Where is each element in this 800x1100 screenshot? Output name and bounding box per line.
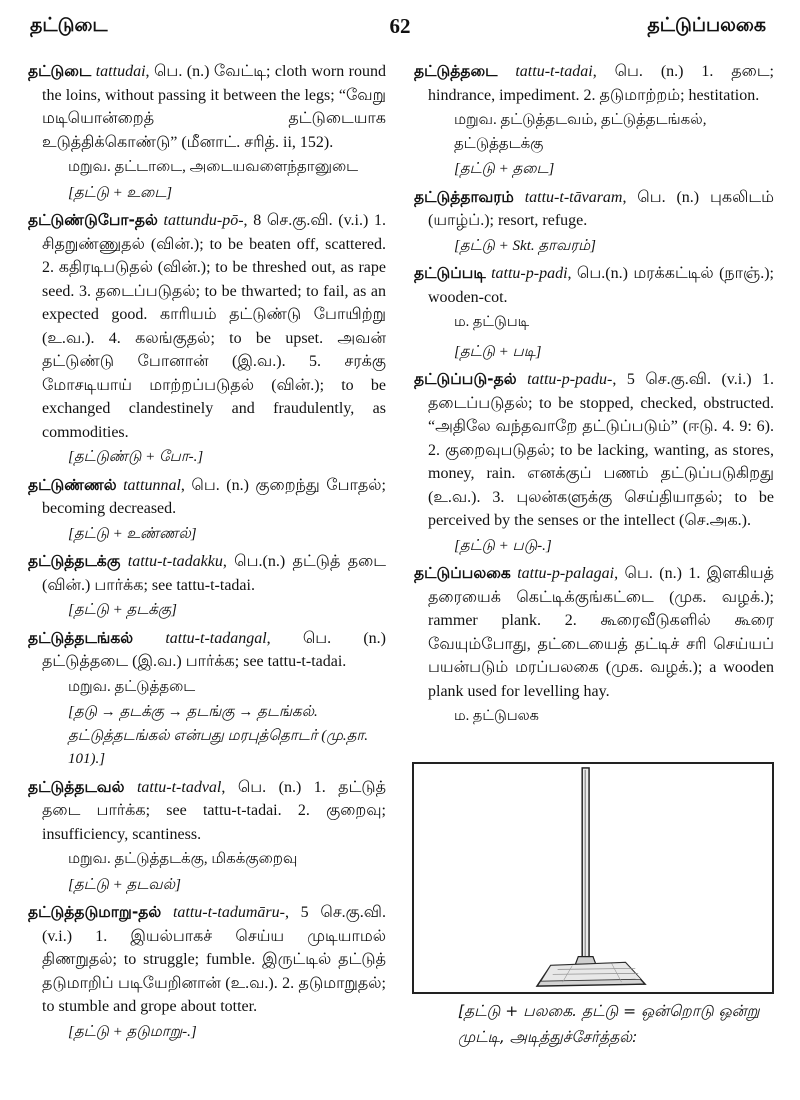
headword: தட்டுத்தடக்கு: [28, 552, 121, 570]
rammer-plank-illustration: [412, 762, 774, 994]
headword: தட்டுப்பலகை: [414, 564, 511, 582]
transliteration: tattu-t-tāvaram: [524, 188, 623, 206]
etymology: [தட்டுண்டு + போ-.]: [68, 449, 204, 465]
plank-handle: [582, 768, 589, 963]
definition-text: , பெ. (n.) புகலிடம் (யாழ்ப்.); resort, refuge.: [428, 188, 775, 229]
page-number: 62: [389, 14, 411, 38]
etymology: [தட்டு + உடை]: [68, 184, 173, 201]
dictionary-entry: [28, 60, 386, 205]
dictionary-entry: [28, 776, 386, 898]
transliteration: tattu-t-tadakku: [127, 553, 223, 570]
headword: தட்டுப்படி: [414, 264, 486, 282]
etymology: [தட்டு + தடுமாறு-.]: [68, 1023, 197, 1040]
etymology: [தட்டு + தடை]: [454, 161, 555, 177]
dictionary-entry: [28, 627, 386, 772]
definition-text: , பெ.(n.) தட்டுத் தடை (வின்.) பார்க்க; see tattu-t-tadai.: [42, 553, 387, 594]
running-head-left: தட்டுடை: [30, 14, 108, 36]
entry-definition: [414, 262, 774, 309]
transliteration: tattu-p-palagai: [517, 565, 615, 582]
definition-text: , பெ. (n.) குறைந்து போதல்; becoming decreased.: [42, 476, 387, 517]
headword: தட்டுண்டுபோ-தல்: [28, 211, 158, 229]
etymology: [தட்டு + Skt. தாவரம்]: [454, 237, 597, 254]
entry-definition: [28, 474, 386, 521]
synonym-line: மறுவ. தட்டுத்தடக்கு, மிகக்குறைவு: [68, 851, 298, 867]
entry-definition: [28, 627, 386, 674]
definition-text: , 5 செ.கு.வி. (v.i.) 1. இயல்பாகச் செய்ய முடியாமல் திணறுதல்; to struggle; fumble. இருட்டில் தட்டுத் தடுமாறிப் படியேறினான் (உ.வ.). 2. தடுமாறுதல்; to stumble and grope about totter.: [42, 904, 387, 1015]
transliteration: tattu-t-tadai: [515, 63, 593, 80]
entry-definition: [28, 901, 386, 1019]
etymology: [தட்டு + தடவல்]: [68, 876, 181, 893]
etymology: [தட்டு + தடக்கு]: [68, 602, 177, 618]
etymology: [தட்டு + படி]: [454, 343, 542, 360]
definition-text: , பெ. (n.) 1. தட்டுத் தடை பார்க்க; see tattu-t-tadai. 2. குறைவு; insufficiency, scantiness.: [42, 778, 386, 843]
headword: தட்டுடை: [28, 62, 92, 80]
transliteration: tattu-t-tadval: [136, 778, 222, 796]
rammer-plank-drawing: [414, 764, 772, 992]
headword: தட்டுத்தடவல்: [28, 777, 125, 796]
definition-text: , 5 செ.கு.வி. (v.i.) 1. தடைப்படுதல்; to be stopped, checked, obstructed. “அதிலே வந்தவாறே தட்டுப்படும்” (ஈடு. 4. 9: 6). 2. குறைவுபடுதல்; to be lacking, wanting, as stores, money, rain. எனக்குப் பணம் தட்டுப்படுகிறது (உ.வ.). 3. புலன்களுக்கு செய்தியாதல்; to be perceived by the senses or the intellect (செ.அக.).: [428, 371, 775, 529]
dictionary-entry: [28, 550, 386, 623]
synonym-line: ம. தட்டுபடி: [454, 314, 530, 330]
entry-definition: [28, 776, 386, 847]
dictionary-entry: [414, 262, 774, 364]
entry-definition: [414, 368, 774, 533]
definition-text: , பெ.(n.) மரக்கட்டில் (நாஞ்.); wooden-cot.: [428, 265, 775, 306]
dictionary-entry: [414, 368, 774, 558]
definition-text: , பெ. (n.) 1. தடை; hindrance, impediment. 2. தடுமாற்றம்; hestitation.: [428, 63, 774, 104]
synonym-line: ம. தட்டுபலக: [454, 708, 539, 724]
headword: தட்டுத்தடங்கல்: [28, 628, 134, 647]
figure-caption: [தட்டு + பலகை. தட்டு = ஒன்றொடு ஒன்று முட்டி, அடித்துச்சேர்த்தல்:: [458, 1002, 760, 1046]
running-head-right: தட்டுப்பலகை: [647, 14, 766, 36]
dictionary-entry: [414, 60, 774, 182]
synonym-line: மறுவ. தட்டாடை, அடையவளைந்தானுடை: [68, 159, 359, 175]
transliteration: tattunnal: [123, 476, 181, 494]
entry-definition: [28, 60, 386, 154]
left-column: [28, 60, 386, 1048]
definition-text: , பெ. (n.) 1. இளகியத் தரையைக் கெட்டிக்குங்கட்டை (முக. வழக்.); rammer plank. 2. கூரைவீடுகளில் கூரை வேயும்போது, தட்டையைத் தட்டிச் சரி செய்யப் பயன்படும் மரப்பலகை (முக. வழக்.); a wooden plank used for levelling hay.: [428, 565, 775, 700]
headword: தட்டுப்படு-தல்: [414, 370, 517, 388]
dictionary-entry: [414, 562, 774, 729]
transliteration: tattu-t-tadumāru-: [172, 904, 285, 921]
entry-definition: [28, 550, 386, 597]
etymology: [தட்டு + உண்ணல்]: [68, 525, 197, 542]
synonym-line: மறுவ. தட்டுத்தடை: [68, 678, 196, 695]
etymology: [தடு → தடக்கு → தடங்கு → தடங்கல். தட்டுத்தடங்கல் என்பது மரபுத்தொடர் (மு.தா. 101).]: [68, 704, 368, 767]
entry-definition: [28, 209, 386, 444]
entry-definition: [414, 60, 774, 107]
transliteration: tattu-p-padi: [491, 265, 568, 282]
definition-text: , பெ. (n.) தட்டுத்தடை (இ.வ.) பார்க்க; see tattu-t-tadai.: [42, 629, 387, 670]
etymology: [தட்டு + படு-.]: [454, 537, 552, 554]
transliteration: tattu-p-padu-: [527, 371, 613, 388]
right-column: [414, 60, 774, 735]
entry-definition: [414, 186, 774, 233]
entry-definition: [414, 562, 774, 703]
headword: தட்டுத்தடுமாறு-தல்: [28, 903, 162, 921]
headword: தட்டுத்தாவரம்: [414, 187, 514, 206]
synonym-line: மறுவ. தட்டுத்தடவம், தட்டுத்தடங்கல், தட்டுத்தடக்கு: [454, 112, 707, 152]
transliteration: tattundu-pō-: [163, 212, 244, 229]
dictionary-entry: [28, 474, 386, 547]
transliteration: tattudai: [95, 63, 146, 80]
definition-text: , 8 செ.கு.வி. (v.i.) 1. சிதறுண்ணுதல் (வின்.); to be beaten off, scattered. 2. கதிரடிபடுதல் (வின்.); to be threshed out, as rape seed. 3. தடைப்படுதல்; to be thwarted; to fail, as an expected good. காரியம் தட்டுண்டு போயிற்று (உ.வ.). 4. கலங்குதல்; to be upset. அவன் தட்டுண்டு போனான் (இ.வ.). 5. சரக்கு மோசடியாய் மாற்றப்படுதல் (வின்.); to be exchanged clandestinely and fraudulently, as commodities.: [42, 212, 386, 441]
dictionary-entry: [28, 209, 386, 470]
dictionary-entry: [414, 186, 774, 259]
definition-text: , பெ. (n.) வேட்டி; cloth worn round the loins, without passing it between the legs; “வேறு மடியொன்றைத் தட்டுடையாக உடுத்திக்கொண்டு” (மீனாட். சரித். ii, 152).: [42, 63, 386, 151]
transliteration: tattu-t-tadangal: [165, 629, 267, 647]
headword: தட்டுண்ணல்: [28, 475, 117, 494]
dictionary-entry: [28, 901, 386, 1044]
headword: தட்டுத்தடை: [414, 62, 498, 80]
